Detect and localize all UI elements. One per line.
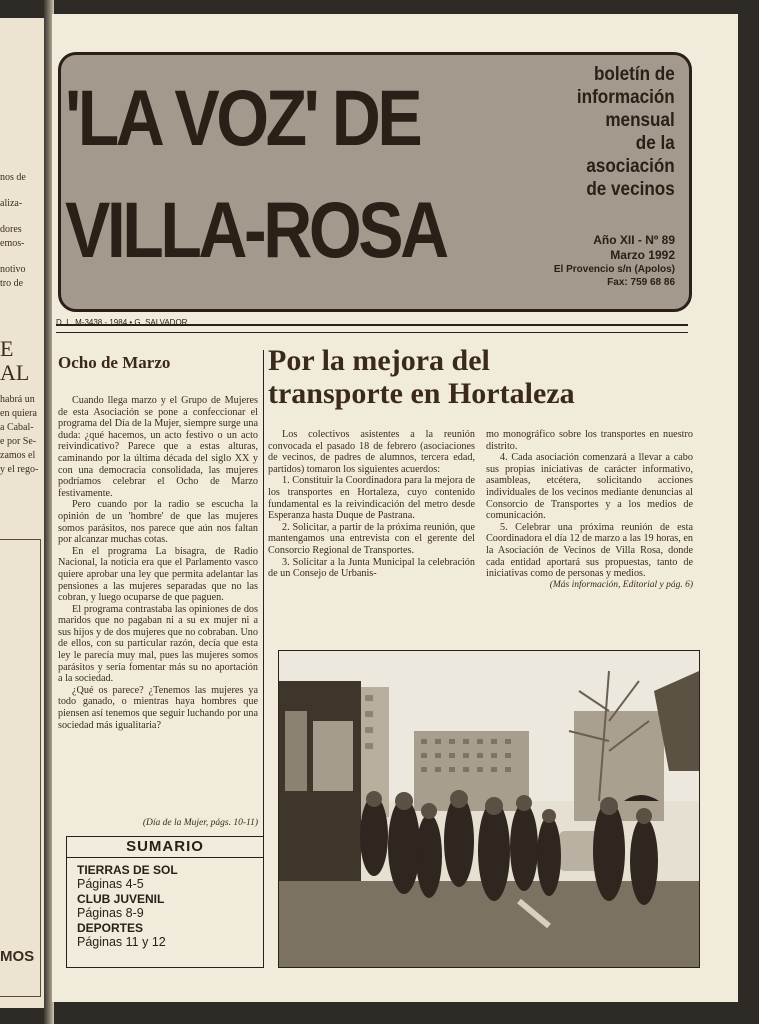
tagline-line: boletín de <box>594 64 675 85</box>
sidebar-article-citation: (Día de la Mujer, págs. 10-11) <box>142 818 258 828</box>
divider <box>56 332 688 333</box>
tagline-line: de vecinos <box>586 179 675 200</box>
sumario-pages: Páginas 8-9 <box>77 906 144 920</box>
masthead-title <box>65 63 452 287</box>
sidebar-article-body <box>58 395 258 731</box>
left-page-text: emos- <box>0 238 25 249</box>
left-page-box <box>0 539 41 997</box>
left-page-bottom-word: MOS <box>0 948 35 965</box>
left-page-text: dores <box>0 224 22 235</box>
paragraph: Los colectivos asistentes a la reunión convocada el pasado 18 de febrero (asociaciones de vecinos, de padres de alumnos, tercera edad, partidos) tomaron los siguientes acuerdos: <box>268 429 475 475</box>
paragraph: El programa contrastaba las opiniones de dos maridos que no pagaban ni a su ex mujer ni a sus hijos y de dos mujeres que no cobraban. Uno de ellos, con su particular razón, decía que esta ley le parecía muy mal, pues las mujeres somos parásitos y sería fomentar más su no aportación a la sociedad. <box>58 603 258 685</box>
paragraph: Cuando llega marzo y el Grupo de Mujeres de esta Asociación se pone a confeccionar el programa del Día de la Mujer, siempre surge una duda: ¿qué hacemos, un acto festivo o un acto reivindicativo? Parece que a estas alturas, caminando por la última década del siglo XX y con una democracia consolidada, las mujeres podríamos celebrar el Ocho de Marzo festivamente. <box>58 395 258 499</box>
main-article-column-2 <box>486 429 693 591</box>
fax: Fax: 759 68 86 <box>607 277 675 288</box>
tagline-line: información <box>577 87 675 108</box>
left-page-text: a Cabal- <box>0 422 34 433</box>
issue-date: Marzo 1992 <box>610 248 675 262</box>
headline-line1: Por la mejora del <box>268 344 490 377</box>
paragraph: mo monográfico sobre los transportes en nuestro distrito. <box>486 429 693 452</box>
left-page-heading: E <box>0 336 14 361</box>
left-page-text: habrá un <box>0 394 35 405</box>
sumario-section: DEPORTES <box>77 921 144 935</box>
news-photo <box>278 650 700 968</box>
newspaper-page <box>52 14 738 1002</box>
paragraph: 2. Solicitar, a partir de la próxima reunión, que mantengamos una entrevista con el gerente del Consorcio Regional de Transportes. <box>268 521 475 556</box>
left-page-text: y el rego- <box>0 464 39 475</box>
main-article-citation: (Más información, Editorial y pág. 6) <box>549 579 693 590</box>
paragraph: En el programa La bisagra, de Radio Nacional, la noticia era que el Parlamento vasco quiere aprobar una ley que permita adelantar las pensiones a las mujeres separadas que no las cobran, y luego ocuparse de que paguen. <box>58 545 258 604</box>
tagline-line: de la <box>636 133 675 154</box>
bus-stop-crowd-photo <box>279 651 699 967</box>
issue-number: Año XII - Nº 89 <box>593 233 675 247</box>
left-page-text: en quiera <box>0 408 37 419</box>
paragraph: ¿Qué os parece? ¿Tenemos las mujeres ya todo ganado, o mientras haya hombres que piensen así tenemos que seguir luchando por una sociedad más igualitaria? <box>58 684 258 731</box>
masthead-tagline <box>566 63 675 201</box>
masthead-title-line1: 'LA VOZ' DE <box>65 73 420 162</box>
masthead-meta <box>554 233 675 289</box>
sumario-section: TIERRAS DE SOL <box>77 863 178 877</box>
left-page-text: zamos el <box>0 450 36 461</box>
left-page-text: nos de <box>0 172 26 183</box>
headline-line2: transporte en Hortaleza <box>268 377 575 410</box>
sumario-pages: Páginas 11 y 12 <box>77 935 166 949</box>
paragraph: Pero cuando por la radio se escucha la opinión de un 'hombre' de que las mujeres somos parásitos, nos parece que aún nos faltan por alcanzar muchas cotas. <box>58 499 258 546</box>
masthead <box>58 52 692 312</box>
tagline-line: asociación <box>586 156 675 177</box>
left-page-text: tro de <box>0 278 24 289</box>
main-article-column-1 <box>268 429 475 580</box>
address: El Provencio s/n (Apolos) <box>553 264 675 275</box>
sumario-pages: Páginas 4-5 <box>77 877 144 891</box>
tagline-line: mensual <box>605 110 675 131</box>
sumario-items <box>67 858 263 949</box>
divider <box>56 324 688 326</box>
left-page-text: notivo <box>0 264 26 275</box>
paragraph: 3. Solicitar a la Junta Municipal la celebración de un Consejo de Urbanis- <box>268 556 475 580</box>
sidebar-article-title: Ocho de Marzo <box>58 353 171 372</box>
paragraph: 4. Cada asociación comenzará a llevar a cabo sus propias iniciativas de carácter informativo, asambleas, etcétera, solicitando acciones individuales de los vecinos mediante denuncias al Consorcio de Transportes y a los medios de comunicación. <box>486 452 693 522</box>
left-page-text: e por Se- <box>0 436 37 447</box>
sumario-box <box>66 836 264 968</box>
paragraph: 1. Constituir la Coordinadora para la mejora de los transportes en Hortaleza, cuyo contenido fundamental es la reivindicación del metro desde Esperanza hasta Duque de Pastrana. <box>268 475 475 522</box>
paragraph: 5. Celebrar una próxima reunión de esta Coordinadora el día 12 de marzo a las 19 horas, en la Asociación de Vecinos de Villa Rosa, donde cada entidad aportará sus propuestas, tanto de iniciativas como de personas y medios. <box>486 521 693 580</box>
left-page-heading: AL <box>0 360 30 385</box>
sumario-title: SUMARIO <box>67 837 263 858</box>
legal-line: D. L. M-3438 - 1984 • G. SALVADOR <box>56 318 188 327</box>
masthead-title-line2: VILLA-ROSA <box>65 185 446 274</box>
sumario-section: CLUB JUVENIL <box>77 892 165 906</box>
left-page-fragment <box>0 18 44 1008</box>
left-page-text: aliza- <box>0 198 23 209</box>
main-headline <box>268 344 708 410</box>
